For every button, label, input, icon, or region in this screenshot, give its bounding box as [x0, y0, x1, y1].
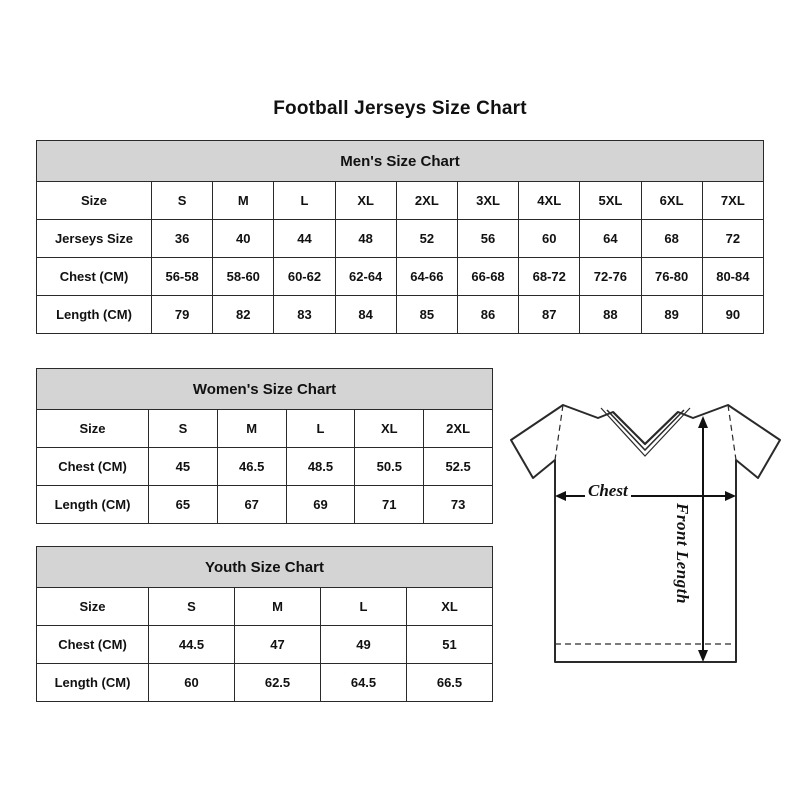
table-cell: 85 [396, 296, 457, 334]
table-cell: 66.5 [407, 664, 493, 702]
table-cell: 72 [702, 220, 763, 258]
mens-chart-caption: Men's Size Chart [37, 141, 764, 182]
table-cell: M [213, 182, 274, 220]
table-cell: 5XL [580, 182, 641, 220]
table-cell: 66-68 [457, 258, 518, 296]
table-caption-row [37, 369, 493, 410]
row-label: Chest (CM) [37, 258, 152, 296]
table-cell: 2XL [424, 410, 493, 448]
table-cell: 46.5 [217, 448, 286, 486]
table-cell: 87 [519, 296, 580, 334]
table-cell: 56-58 [152, 258, 213, 296]
jersey-diagram-icon [503, 400, 788, 700]
table-cell: M [235, 588, 321, 626]
table-row [37, 258, 764, 296]
table-cell: 76-80 [641, 258, 702, 296]
table-cell: 64-66 [396, 258, 457, 296]
row-label: Length (CM) [37, 664, 149, 702]
table-cell: 36 [152, 220, 213, 258]
youth-chart-caption: Youth Size Chart [37, 547, 493, 588]
table-cell: 44.5 [149, 626, 235, 664]
row-label: Chest (CM) [37, 448, 149, 486]
table-cell: 65 [149, 486, 218, 524]
table-caption-row [37, 547, 493, 588]
row-label: Jerseys Size [37, 220, 152, 258]
row-label: Length (CM) [37, 486, 149, 524]
row-label: Size [37, 410, 149, 448]
table-cell: 64.5 [321, 664, 407, 702]
mens-size-chart-table [36, 140, 764, 334]
table-row [37, 182, 764, 220]
table-cell: 88 [580, 296, 641, 334]
table-row [37, 220, 764, 258]
table-cell: 60 [519, 220, 580, 258]
table-cell: S [152, 182, 213, 220]
table-cell: 44 [274, 220, 335, 258]
table-cell: 3XL [457, 182, 518, 220]
row-label: Size [37, 182, 152, 220]
table-row [37, 296, 764, 334]
table-cell: 68 [641, 220, 702, 258]
table-cell: 64 [580, 220, 641, 258]
table-row [37, 486, 493, 524]
table-caption-row [37, 141, 764, 182]
table-cell: 52 [396, 220, 457, 258]
table-cell: L [286, 410, 355, 448]
table-cell: 82 [213, 296, 274, 334]
table-cell: 52.5 [424, 448, 493, 486]
youth-size-chart-table [36, 546, 493, 702]
table-cell: 84 [335, 296, 396, 334]
table-cell: 48.5 [286, 448, 355, 486]
table-cell: 80-84 [702, 258, 763, 296]
front-length-measurement-label: Front Length [672, 500, 692, 607]
table-cell: 51 [407, 626, 493, 664]
table-cell: 71 [355, 486, 424, 524]
table-cell: 62.5 [235, 664, 321, 702]
table-cell: 40 [213, 220, 274, 258]
table-cell: 72-76 [580, 258, 641, 296]
table-cell: M [217, 410, 286, 448]
table-cell: 83 [274, 296, 335, 334]
table-cell: 90 [702, 296, 763, 334]
table-cell: XL [407, 588, 493, 626]
table-cell: 68-72 [519, 258, 580, 296]
table-cell: L [274, 182, 335, 220]
row-label: Size [37, 588, 149, 626]
table-cell: L [321, 588, 407, 626]
chest-measurement-label: Chest [585, 481, 631, 501]
table-cell: 47 [235, 626, 321, 664]
table-cell: 60 [149, 664, 235, 702]
table-cell: 7XL [702, 182, 763, 220]
table-cell: 62-64 [335, 258, 396, 296]
table-row [37, 410, 493, 448]
table-cell: 6XL [641, 182, 702, 220]
table-cell: 60-62 [274, 258, 335, 296]
table-cell: 58-60 [213, 258, 274, 296]
row-label: Length (CM) [37, 296, 152, 334]
table-cell: 79 [152, 296, 213, 334]
row-label: Chest (CM) [37, 626, 149, 664]
table-cell: XL [335, 182, 396, 220]
table-cell: S [149, 410, 218, 448]
table-cell: 48 [335, 220, 396, 258]
table-row [37, 588, 493, 626]
womens-size-chart-table [36, 368, 493, 524]
table-row [37, 664, 493, 702]
table-cell: XL [355, 410, 424, 448]
table-cell: 56 [457, 220, 518, 258]
table-cell: 69 [286, 486, 355, 524]
table-cell: 49 [321, 626, 407, 664]
table-cell: 2XL [396, 182, 457, 220]
page-title: Football Jerseys Size Chart [273, 98, 527, 119]
womens-chart-caption: Women's Size Chart [37, 369, 493, 410]
table-cell: 86 [457, 296, 518, 334]
table-row [37, 448, 493, 486]
table-row [37, 626, 493, 664]
table-cell: 89 [641, 296, 702, 334]
table-cell: 45 [149, 448, 218, 486]
table-cell: 73 [424, 486, 493, 524]
table-cell: 67 [217, 486, 286, 524]
table-cell: 4XL [519, 182, 580, 220]
table-cell: 50.5 [355, 448, 424, 486]
table-cell: S [149, 588, 235, 626]
